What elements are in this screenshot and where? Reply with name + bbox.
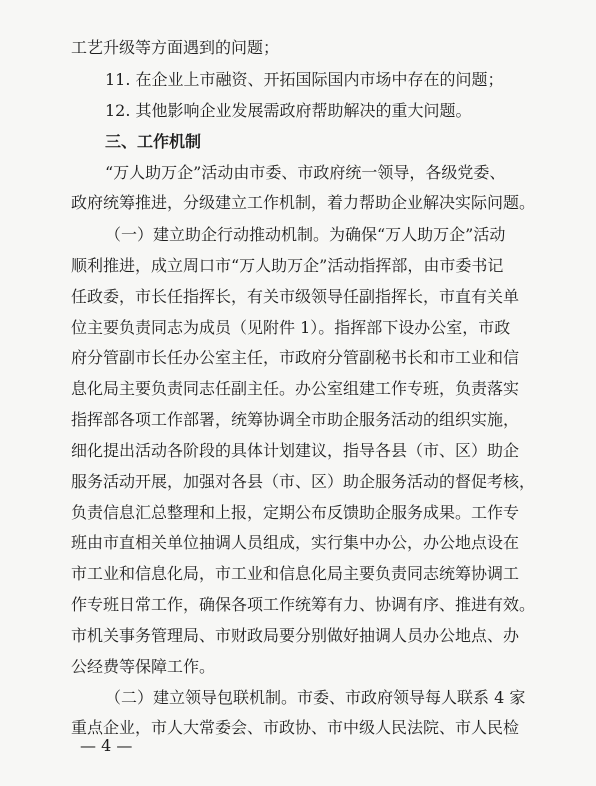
text-line: 班由市直相关单位抽调人员组成，实行集中办公，办公地点设在 <box>71 533 520 552</box>
text-line: 位主要负责同志为成员（见附件 1）。指挥部下设办公室，市政 <box>71 318 511 337</box>
text-line: 服务活动开展，加强对各县（市、区）助企服务活动的督促考核， <box>71 472 536 491</box>
text-line: 指挥部各项工作部署，统筹协调全市助企服务活动的组织实施， <box>71 410 520 429</box>
subsection-line: （二）建立领导包联机制。市委、市政府领导每人联系 4 家 <box>105 688 526 707</box>
list-item-12: 12. 其他影响企业发展需政府帮助解决的重大问题。 <box>105 101 472 120</box>
text-line: 作专班日常工作，确保各项工作统筹有力、协调有序、推进有效。 <box>71 595 536 614</box>
text-line: 负责信息汇总整理和上报，定期公布反馈助企服务成果。工作专 <box>71 503 520 522</box>
text-line: 市工业和信息化局，市工业和信息化局主要负责同志统筹协调工 <box>71 564 520 583</box>
text-line: 任政委，市长任指挥长，有关市级领导任副指挥长，市直有关单 <box>71 287 520 306</box>
page-number: — 4 — <box>80 736 133 755</box>
text-line: 顺利推进，成立周口市“万人助万企”活动指挥部，由市委书记 <box>71 256 504 275</box>
text-line: 重点企业，市人大常委会、市政协、市中级人民法院、市人民检 <box>71 718 520 737</box>
text-line: 公经费等保障工作。 <box>71 657 216 676</box>
subsection-line: （一）建立助企行动推动机制。为确保“万人助万企”活动 <box>105 225 506 244</box>
section-heading: 三、工作机制 <box>105 132 202 151</box>
text-line: 府分管副市长任办公室主任，市政府分管副秘书长和市工业和信 <box>71 348 520 367</box>
text-line: 工艺升级等方面遇到的问题； <box>71 38 280 57</box>
text-line: 市机关事务管理局、市财政局要分别做好抽调人员办公地点、办 <box>71 626 520 645</box>
text-line: “万人助万企”活动由市委、市政府统一领导，各级党委、 <box>105 163 506 182</box>
text-line: 政府统筹推进，分级建立工作机制，着力帮助企业解决实际问题。 <box>71 193 536 212</box>
list-item-11: 11. 在企业上市融资、开拓国际国内市场中存在的问题； <box>105 70 504 89</box>
text-line: 息化局主要负责同志任副主任。办公室组建工作专班，负责落实 <box>71 379 520 398</box>
text-line: 细化提出活动各阶段的具体计划建议，指导各县（市、区）助企 <box>71 441 520 460</box>
